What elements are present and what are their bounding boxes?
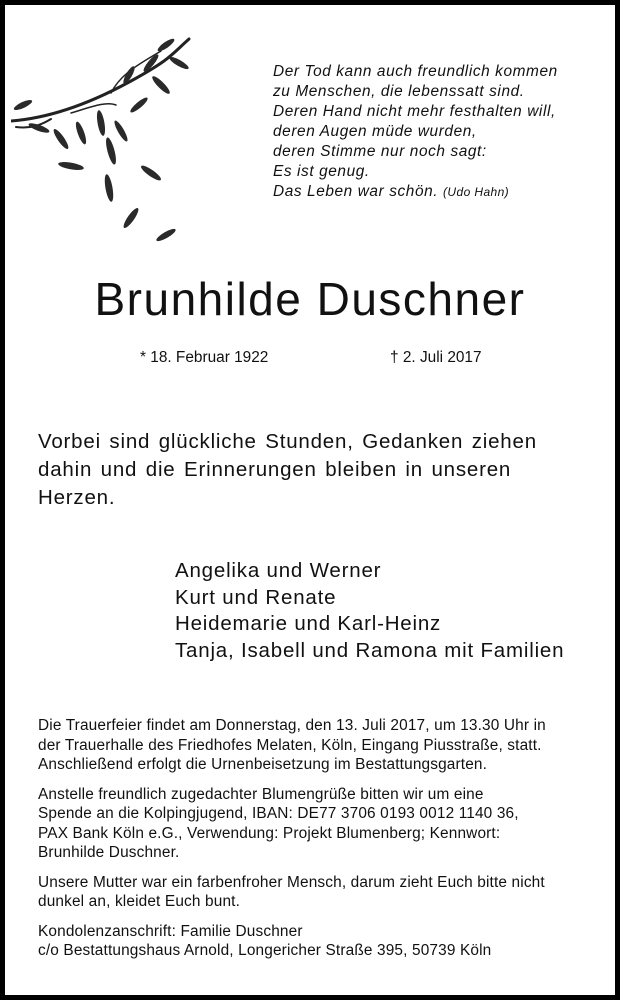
donation-paragraph bbox=[38, 785, 598, 863]
mourner-name: Heidemarie und Karl-Heinz bbox=[175, 612, 442, 635]
death-date: † 2. Juli 2017 bbox=[390, 349, 482, 366]
poem-line: Es ist genug. bbox=[273, 163, 370, 180]
poem bbox=[273, 62, 603, 202]
info-line: Brunhilde Duschner. bbox=[38, 844, 180, 861]
info-line: dunkel an, kleidet Euch bunt. bbox=[38, 893, 241, 910]
mourner-name: Tanja, Isabell und Ramona mit Familien bbox=[175, 638, 565, 662]
mourner-name: Kurt und Renate bbox=[175, 585, 337, 609]
info-line: der Trauerhalle des Friedhofes Melaten, Köln, Eingang Piusstraße, statt. bbox=[38, 736, 542, 754]
info-line: Anstelle freundlich zugedachter Blumengrüße bitten wir um eine bbox=[38, 785, 484, 803]
deceased-name: Brunhilde Duschner bbox=[94, 273, 526, 325]
poem-line: Der Tod kann auch freundlich kommen bbox=[273, 63, 558, 80]
poem-line: Deren Hand nicht mehr festhalten will, bbox=[273, 103, 556, 120]
tribute-text: Vorbei sind glückliche Stunden, Gedanken ziehen dahin und die Erinnerungen bleiben in unseren Herzen. bbox=[38, 430, 537, 509]
poem-line-text: Das Leben war schön. bbox=[273, 183, 439, 200]
mourner-name: Angelika und Werner bbox=[175, 559, 382, 582]
funeral-paragraph bbox=[38, 716, 598, 775]
address-paragraph bbox=[38, 922, 598, 961]
info-line: c/o Bestattungshaus Arnold, Longericher Straße 395, 50739 Köln bbox=[38, 942, 492, 959]
info-line: Spende an die Kolpingjugend, IBAN: DE77 3706 0193 0012 1140 36, bbox=[38, 805, 519, 822]
poem-line: zu Menschen, die lebenssatt sind. bbox=[273, 83, 525, 100]
poem-attribution: (Udo Hahn) bbox=[443, 185, 510, 199]
info-line: PAX Bank Köln e.G., Verwendung: Projekt Blumenberg; Kennwort: bbox=[38, 824, 501, 842]
info-line: Anschließend erfolgt die Urnenbeisetzung im Bestattungsgarten. bbox=[38, 756, 488, 773]
birth-date: * 18. Februar 1922 bbox=[140, 349, 269, 366]
info-line: Unsere Mutter war ein farbenfroher Mensch, darum zieht Euch bitte nicht bbox=[38, 873, 545, 891]
dress-paragraph bbox=[38, 873, 598, 912]
poem-line: deren Stimme nur noch sagt: bbox=[273, 143, 487, 160]
willow-branch-icon bbox=[11, 33, 201, 248]
poem-line: deren Augen müde wurden, bbox=[273, 123, 477, 140]
mourners-list bbox=[175, 558, 564, 664]
funeral-information bbox=[38, 716, 598, 971]
info-line: Die Trauerfeier findet am Donnerstag, den 13. Juli 2017, um 13.30 Uhr in bbox=[38, 717, 546, 734]
info-line: Kondolenzanschrift: Familie Duschner bbox=[38, 922, 303, 940]
poem-line-last bbox=[273, 182, 603, 202]
